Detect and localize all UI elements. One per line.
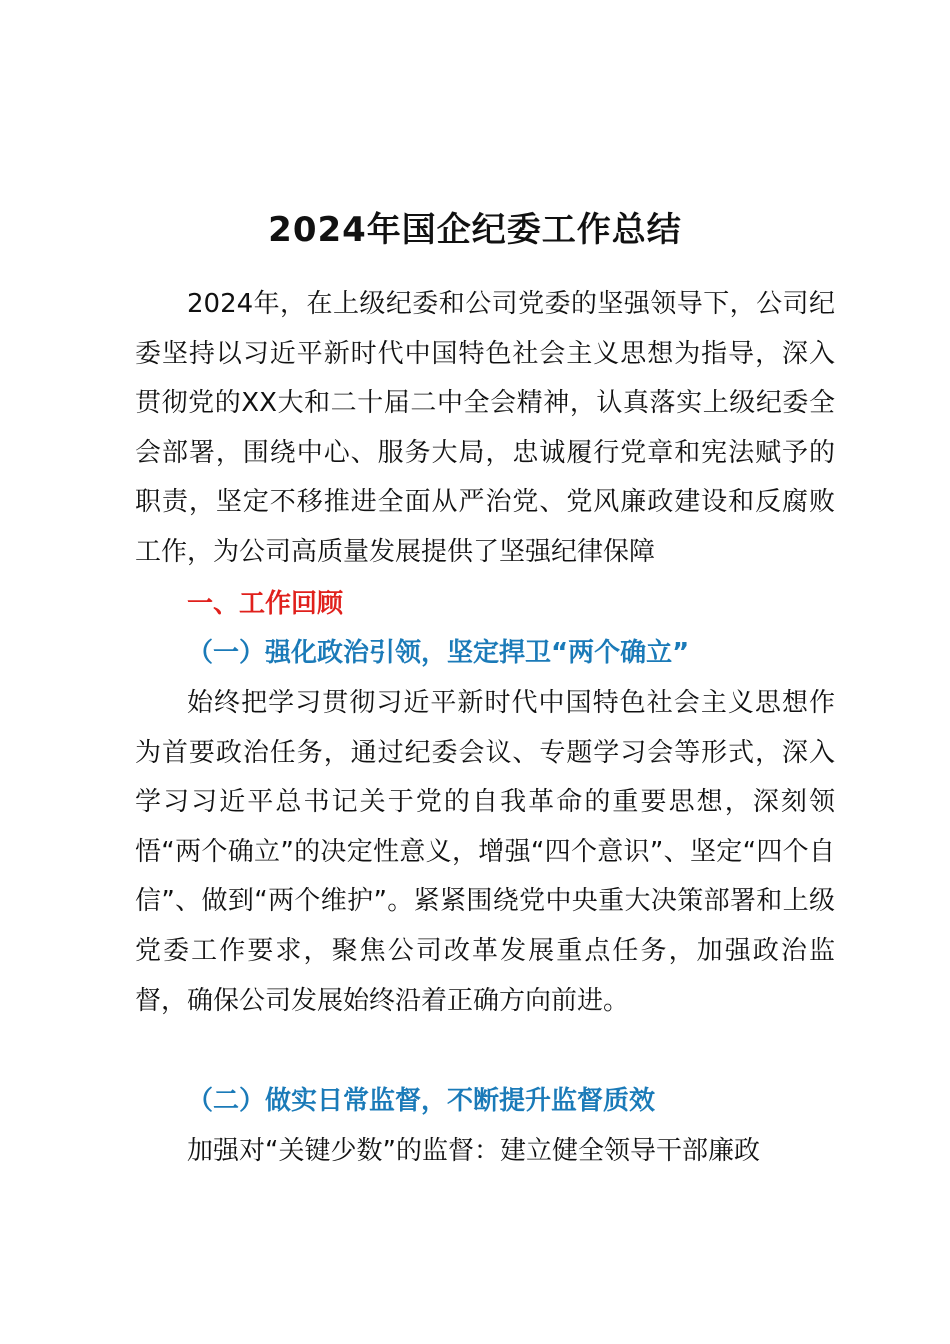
subsection-heading-political-leadership: （一）强化政治引领，坚定捍卫“两个确立” xyxy=(187,638,690,668)
subsection-heading-daily-supervision: （二）做实日常监督，不断提升监督质效 xyxy=(187,1086,656,1116)
intro-paragraph: 2024年，在上级纪委和公司党委的坚强领导下，公司纪委坚持以习近平新时代中国特色社会主义思想为指导，深入贯彻党的XX大和二十届二中全会精神，认真落实上级纪委全会部署，围绕中心、服务大局，忠诚履行党章和宪法赋予的职责，坚定不移推进全面从严治党、党风廉政建设和反腐败工作，为公司高质量发展提供了坚强纪律保障 xyxy=(135,289,835,567)
daily-supervision-paragraph: 加强对“关键少数”的监督：建立健全领导干部廉政 xyxy=(187,1136,760,1166)
political-leadership-paragraph: 始终把学习贯彻习近平新时代中国特色社会主义思想作为首要政治任务，通过纪委会议、专题学习会等形式，深入学习习近平总书记关于党的自我革命的重要思想，深刻领悟“两个确立”的决定性意义，增强“四个意识”、坚定“四个自信”、做到“两个维护”。紧紧围绕党中央重大决策部署和上级党委工作要求，聚焦公司改革发展重点任务，加强政治监督，确保公司发展始终沿着正确方向前进。 xyxy=(135,688,835,1016)
document-title: 2024年国企纪委工作总结 xyxy=(268,210,682,250)
section-heading-work-review: 一、工作回顾 xyxy=(187,589,344,619)
